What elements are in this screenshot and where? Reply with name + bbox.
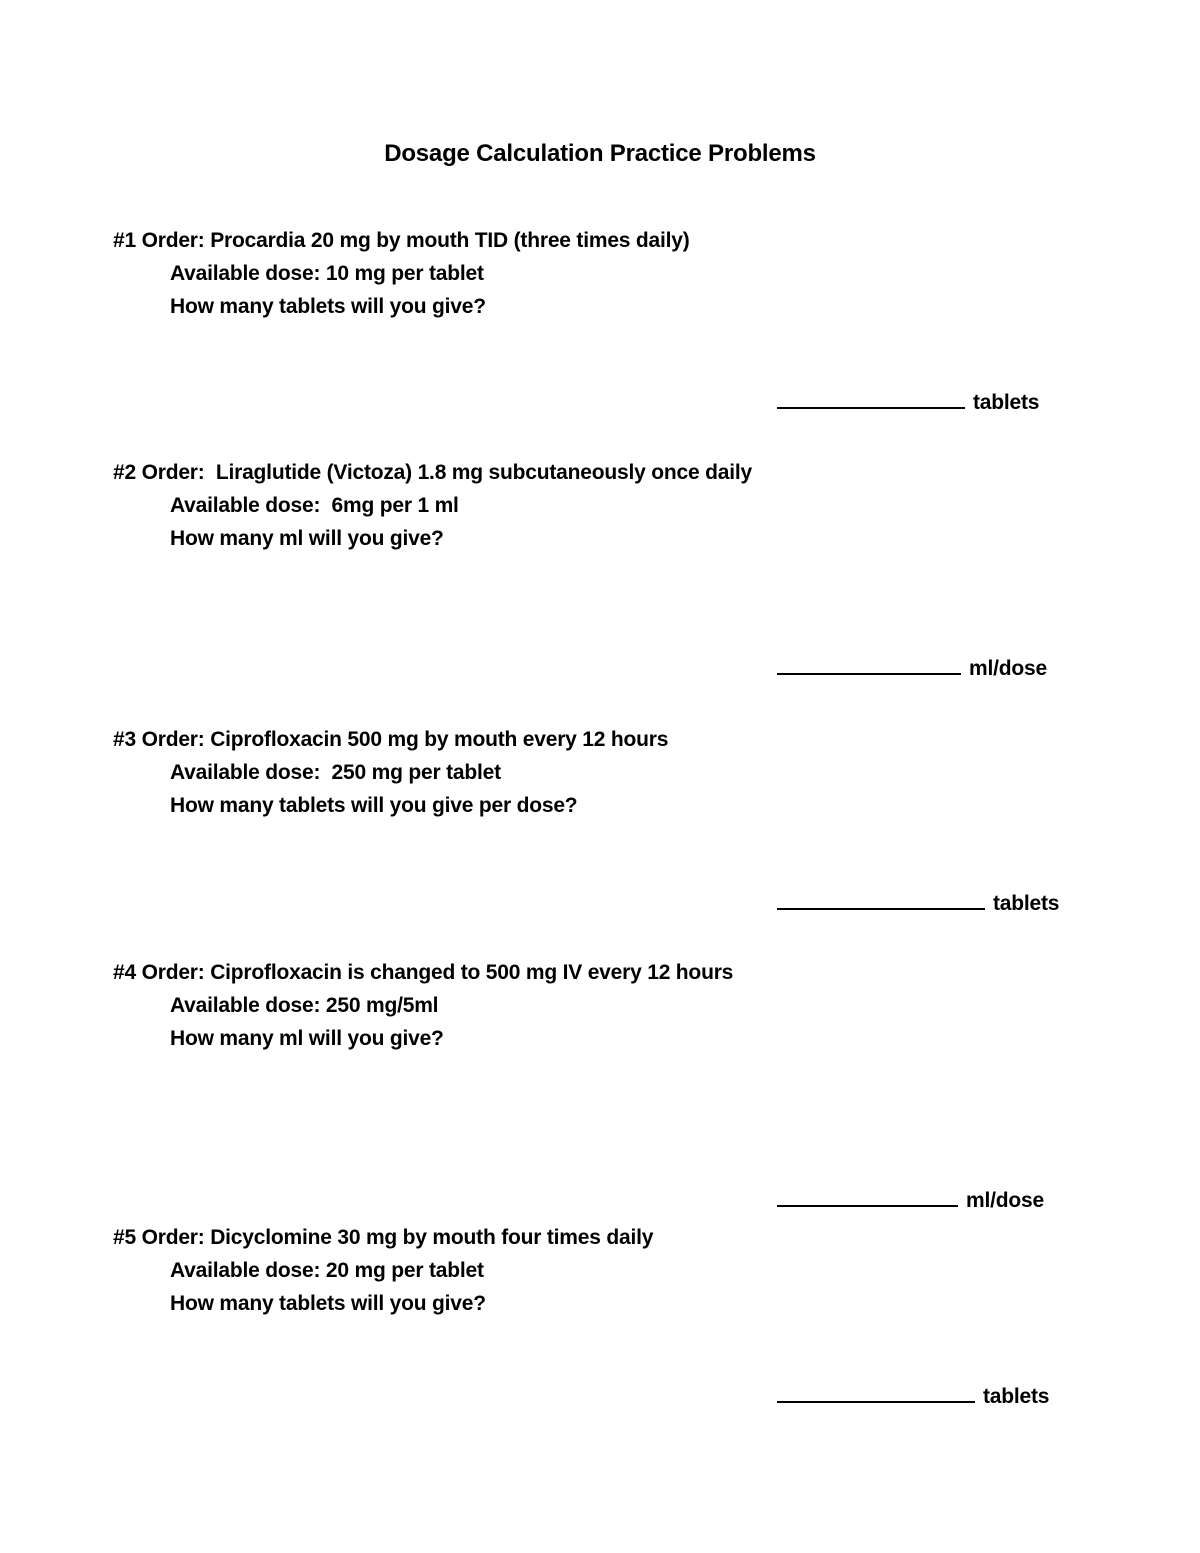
problem-4-answer-row bbox=[777, 1185, 1140, 1215]
problem-3-order-line: #3 Order: Ciprofloxacin 500 mg by mouth every 12 hours bbox=[113, 728, 669, 751]
problem-1-available-line: Available dose: 10 mg per tablet bbox=[170, 262, 484, 285]
answer-blank bbox=[777, 1185, 958, 1207]
answer-blank bbox=[777, 1381, 975, 1403]
problem-5-order-line: #5 Order: Dicyclomine 30 mg by mouth four times daily bbox=[113, 1226, 654, 1249]
problem-1 bbox=[113, 224, 1140, 417]
problem-3-question-line: How many tablets will you give per dose? bbox=[170, 794, 578, 817]
answer-unit-label: tablets bbox=[983, 1385, 1050, 1408]
problem-2 bbox=[113, 456, 1140, 683]
answer-unit-label: tablets bbox=[973, 391, 1040, 414]
answer-unit-label: tablets bbox=[993, 892, 1060, 915]
answer-blank bbox=[777, 387, 965, 409]
problem-4-question-line: How many ml will you give? bbox=[170, 1027, 444, 1050]
problem-5-question-line: How many tablets will you give? bbox=[170, 1292, 486, 1315]
problem-4 bbox=[113, 956, 1140, 1215]
problem-2-question-line: How many ml will you give? bbox=[170, 527, 444, 550]
problem-4-available-line: Available dose: 250 mg/5ml bbox=[170, 994, 439, 1017]
problem-5 bbox=[113, 1221, 1140, 1411]
answer-blank bbox=[777, 653, 961, 675]
answer-blank bbox=[777, 888, 985, 910]
problem-1-question-line: How many tablets will you give? bbox=[170, 295, 486, 318]
problem-3-available-line: Available dose: 250 mg per tablet bbox=[170, 761, 501, 784]
problem-4-order-line: #4 Order: Ciprofloxacin is changed to 500 mg IV every 12 hours bbox=[113, 961, 734, 984]
answer-unit-label: ml/dose bbox=[966, 1189, 1044, 1212]
problem-5-answer-row bbox=[777, 1381, 1140, 1411]
problem-2-answer-row bbox=[777, 653, 1140, 683]
problem-3 bbox=[113, 723, 1140, 918]
problem-2-order-line: #2 Order: Liraglutide (Victoza) 1.8 mg subcutaneously once daily bbox=[113, 461, 752, 484]
problem-2-available-line: Available dose: 6mg per 1 ml bbox=[170, 494, 459, 517]
problem-1-answer-row bbox=[777, 387, 1140, 417]
problem-5-available-line: Available dose: 20 mg per tablet bbox=[170, 1259, 484, 1282]
problem-1-order-line: #1 Order: Procardia 20 mg by mouth TID (three times daily) bbox=[113, 229, 690, 252]
problem-3-answer-row bbox=[777, 888, 1140, 918]
page-title: Dosage Calculation Practice Problems bbox=[384, 140, 816, 167]
answer-unit-label: ml/dose bbox=[969, 657, 1047, 680]
